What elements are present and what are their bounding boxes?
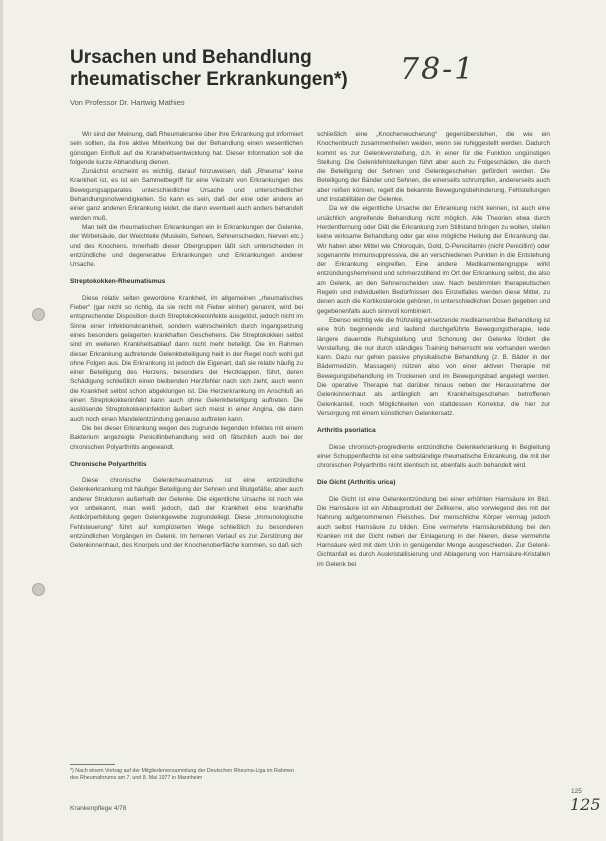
- paragraph: Diese chronische Gelenkrheumatismus ist eine entzündliche Gelenkerkrankung mit häufiger Beteiligung der Sehnen und Blutgefäße, aber auch anderer Strukturen außerhalb der Gelenke. Die eigentliche Ursache ist noch wie vor unbekannt, man weiß jedoch, daß der Krankheit eine krankhafte Antikörperbildung gegen Gelenkgewebe zugrundeliegt. Diese „Immunologische Fehlsteuerung“ führt auf komplizierten Wege schließlich zu besonderen entzündlichen Vorgängen im Gelenk. Im ferneren Verlauf es zur Zerstörung der Gelenkinnenhaut, des Knorpels und der Knochenoberfläche kommen, so daß sich: [70, 477, 303, 550]
- handwritten-note-bottom: 125: [570, 795, 601, 814]
- section-heading: Streptokokken-Rheumatismus: [70, 278, 166, 286]
- footnote-rule: [70, 764, 115, 765]
- handwritten-note-top: 78-1: [400, 52, 476, 87]
- paragraph: Wir sind der Meinung, daß Rheumakranke über ihre Erkrankung gut informiert sein sollten, da ihre aktive Mitwirkung bei der Behandlung einen wesentlichen günstigen Einfluß auf die Krankheitsentwicklung hat. Dieser Information soll die folgende kurze Abhandlung dienen.: [70, 131, 303, 166]
- left-column: [70, 130, 303, 550]
- author-byline: Von Professor Dr. Hartwig Mathies: [70, 98, 185, 107]
- page-edge: [0, 0, 3, 841]
- paragraph: Ebenso wichtig wie die frühzeitig einsetzende medikamentöse Behandlung ist eine früh beginnende und laufend durchgeführte Bewegungstherapie, lede längere dauernde Ruhigstellung und Schonung der Gelenke fördert die Versteifung, die nur durch ständiges Training beherrscht wie vorhanden werden kann. Dazu nur gehen passive physikalische Behandlung (z. B. Bäder in der Bädermedizin, Massagen) nützen also von einer aktiven Therapie mit Bewegungsbehandlung im Trockenen und im Bewegungsbad angelegt werden. Die operative Therapie hat darüber hinaus neben der Herausnahme der Gelenkinnenhaut als anfänglich am Krankheitsgeschehen betroffenen Gelenkanteil, noch Möglichkeiten von stattdessen Korrektur, die hier zur Versorgung mit einem künstlichen Gelenkersatz.: [317, 316, 550, 417]
- title-line-1: Ursachen und Behandlung: [70, 47, 312, 68]
- paragraph: Die bei dieser Erkrankung wegen des zugrunde liegenden Infektes mit einem Bakterium angezeigte Penicillinbehandlung wird oft fälschlich auch bei der chronischen Polyarthritis angewandt.: [70, 424, 303, 451]
- punch-hole: [32, 583, 45, 596]
- paragraph: Zunächst erscheint es wichtig, darauf hinzuweisen, daß „Rheuma“ keine Krankheit ist, es ist ein Sammelbegriff für eine Vielzahl von Erkrankungen des Bewegungsapparates unterschiedlicher Ursache und unterschiedlicher Behandlungsnotwendigkeiten. So kann es sein, daß der eine oder andere an einer ganz anderen Erkrankung leidet, die dann eventuell auch anders behandelt werden muß.: [70, 168, 303, 222]
- page-number: 125: [571, 788, 582, 795]
- paragraph: schließlich eine „Knochenwucherung“ gegenüberstehen, die wie ein Knochenbruch zusammenheilen weiden, wenn sie ruhiggestellt werden. Dadurch kommt es zur Gelenkversteifung, d.h. in einer für die Funktion ungünstigen Stellung. Die Gelenkfehlstellungen führt aber auch zu Folgeschäden, die durch die Beteiligung der Sehnen und Gelenkgeschehen gefördert werden. Die Beteiligung der Bänder und Sehnen, die einerseits schrumpfen, andererseits auch aber reißen können, regelt die bekannte Bewegungsbehinderung, Fehlstellungen und Instabilitäten der Gelenke.: [317, 131, 550, 204]
- paragraph: Die Gicht ist eine Gelenkentzündung bei einer erhöhten Harnsäure im Blut. Die Harnsäure ist ein Abbauprodukt der Zellkerne, also vorwiegend des mit der Nahrung aufgenommenen Fleisches. Der menschliche Körper vermag jedoch auch selbst Harnsäure zu bilden. Eine vermehrte Harnsäurebildung bei den Kranken mit der Gicht neben der Einlagerung in der Nieren, diese vermehrte Harnsäure wird mit dem Urin in genügender Menge ausgeschieden. Zur Gelenk-Gichtanfall es durch Auskristallisierung und Ablagerung von Harnsäure-Kristallen im Gelenk bei: [317, 495, 550, 568]
- journal-reference: Krankenpflege 4/78: [70, 805, 127, 812]
- paragraph: Man teilt die rheumatischen Erkrankungen ein in Erkrankungen der Gelenke, der Wirbelsäule, der Weichteile (Muskeln, Sehnen, Sehnenscheiden, Nerven etc.) und des Knochens. Innerhalb dieser Obergruppen läßt sich unterscheiden in entzündliche und degenerative Erkrankungen und Erkrankungen anderer Ursache.: [70, 223, 303, 269]
- article-title: [70, 47, 370, 91]
- paragraph: Diese chronisch-progrediente entzündliche Gelenkerkrankung in Begleitung einer Schuppenflechte ist eine selbständige rheumatische Erkrankung, die mit der chronischen Polyarthritis nicht identisch ist, ebenfalls auch behandelt wird.: [317, 443, 550, 470]
- section-heading: Chronische Polyarthritis: [70, 460, 147, 468]
- paragraph: Diese relativ selten gewordene Krankheit, im allgemeinen „rheumatisches Fieber“ (gar nicht so richtig, da sie nicht mit Fieber einher) genannt, wird bei entsprechender Disposition durch Streptokokkeninfekte ausgelöst, jedoch nicht im Sinne einer Infektionskrankheit, sondern wahrscheinlich durch Ingangsetzung eines besonders gelagerten krankhaften Geschehens. Die Streptokokken selbst sind im weiteren Krankheitsablauf dann nicht mehr beteiligt. Die im Rahmen dieser Erkrankung auftretende Gelenkbeteiligung heilt in der Regel noch wohl gut ohne Folgen aus. Die Erkrankung ist jedoch die Eigenart, daß sie relativ häufig zu einer Beteiligung des Herzens, besonders der Herzklappen, führt, deren Schädigung schließlich einen bleibenden Herzfehler nach sich zieht, auch wenn die Krankheit selbst schon abgeklungen ist. Die Herzerkrankung im Anschluß an einen Streptokokkeninfekt kann auch ohne Gelenkbeteiligung auftreten. Die auslösende Streptokokkeninfektion äußert sich meist in einer Angina, die dann auch noch einen Mandelentzündung genauso auftreten kann.: [70, 294, 303, 423]
- footnote: *) Nach einem Vortrag auf der Mitgliederversammlung der Deutschen Rheuma-Liga im Rahmen des Rheumaforums am 7. und 8. Mai 1977 in Mannheim: [70, 768, 295, 781]
- section-heading: Arthritis psoriatica: [317, 427, 376, 435]
- section-heading: Die Gicht (Arthritis urica): [317, 479, 396, 487]
- right-column: [317, 130, 550, 569]
- paragraph: Da wir die eigentliche Ursache der Erkrankung nicht kennen, ist auch eine ursächlich angreifende Behandlung nicht möglich. Alle Theorien etwa durch Herdentfernung oder Diät die Erkrankung zum Stillstand bringen zu wollen, stellen keine wirksame Behandlung oder gar eine mögliche Heilung der Erkrankung dar. Wir haben aber Mittel wie Chloroquin, Gold, D-Penicillamin (nicht Penicillin!) oder sogenannte Immunsuppressiva, die an verschiedenen Punkten in die Entstehung der Erkrankung eingreifen. Eine andere Medikamentengruppe wirkt entzündungshemmend und schmerzstillend im Ort der Erkrankung selbst, die also am Gelenk, an den Sehnenscheiden usw. Nach bestimmten therapeutischen Regeln und individuellen Bedürfnissen des Einzelfalles werden diese Mittel, zu denen auch die Kortikosteroide gehören, in unterschiedlichen Dosen gegeben und gegebenenfalls auch sinnvoll kombiniert.: [317, 205, 550, 315]
- title-line-2: rheumatischer Erkrankungen*): [70, 69, 348, 90]
- punch-hole: [32, 308, 45, 321]
